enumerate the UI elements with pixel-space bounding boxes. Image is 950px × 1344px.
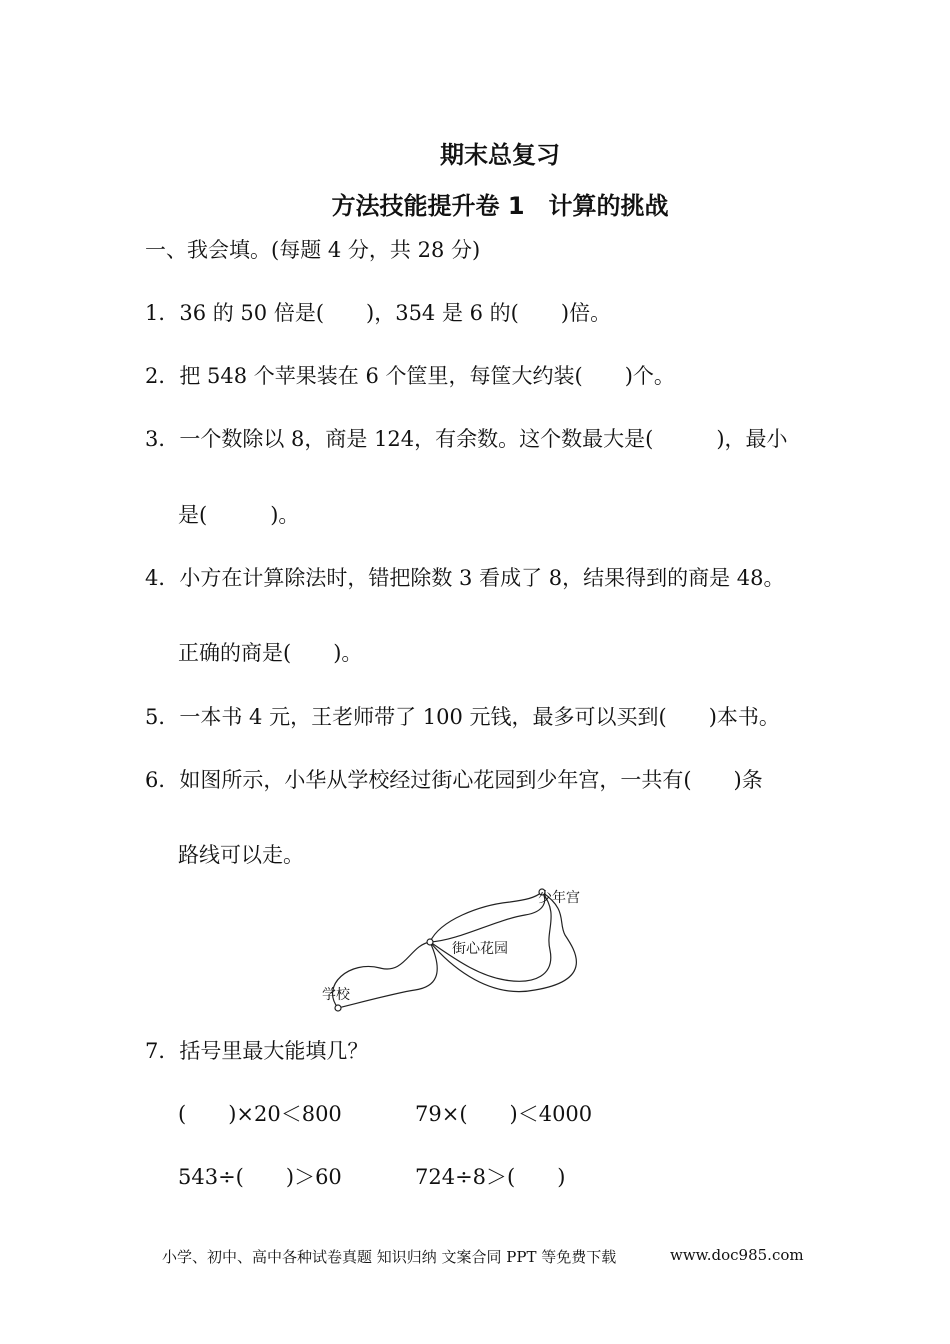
q7-item-3: 543÷( )＞60	[178, 1165, 342, 1189]
page-subtitle: 方法技能提升卷 1 计算的挑战	[331, 192, 669, 220]
question-3-line-2: 是( )。	[178, 503, 300, 527]
question-6-line-1: 6．如图所示，小华从学校经过街心花园到少年宫，一共有( )条	[145, 768, 763, 792]
q7-item-4: 724÷8＞( )	[415, 1165, 566, 1189]
map-label-garden: 街心花园	[452, 941, 508, 957]
question-4-line-2: 正确的商是( )。	[178, 641, 363, 665]
question-7: 7．括号里最大能填几？	[145, 1039, 369, 1063]
question-2: 2．把 548 个苹果装在 6 个筐里，每筐大约装( )个。	[145, 364, 675, 388]
footer-text: 小学、初中、高中各种试卷真题 知识归纳 文案合同 PPT 等免费下载	[162, 1248, 617, 1266]
map-label-school: 学校	[322, 987, 350, 1003]
question-4-line-1: 4．小方在计算除法时，错把除数 3 看成了 8，结果得到的商是 48。	[145, 566, 785, 590]
question-5: 5．一本书 4 元，王老师带了 100 元钱，最多可以买到( )本书。	[145, 705, 780, 729]
question-6-line-2: 路线可以走。	[178, 843, 304, 867]
garden-marker-icon	[427, 939, 433, 945]
school-marker-icon	[335, 1005, 341, 1011]
section-heading: 一、我会填。(每题 4 分，共 28 分)	[145, 238, 481, 262]
footer-url: www.doc985.com	[670, 1246, 804, 1264]
question-1: 1．36 的 50 倍是( )，354 是 6 的( )倍。	[145, 301, 612, 325]
route-map	[310, 880, 600, 1015]
question-3-line-1: 3．一个数除以 8，商是 124，有余数。这个数最大是( )，最小	[145, 427, 788, 451]
map-label-palace: 少年宫	[538, 890, 580, 906]
q7-item-1: ( )×20＜800	[178, 1102, 342, 1126]
q7-item-2: 79×( )＜4000	[415, 1102, 593, 1126]
page-title: 期末总复习	[440, 141, 560, 169]
